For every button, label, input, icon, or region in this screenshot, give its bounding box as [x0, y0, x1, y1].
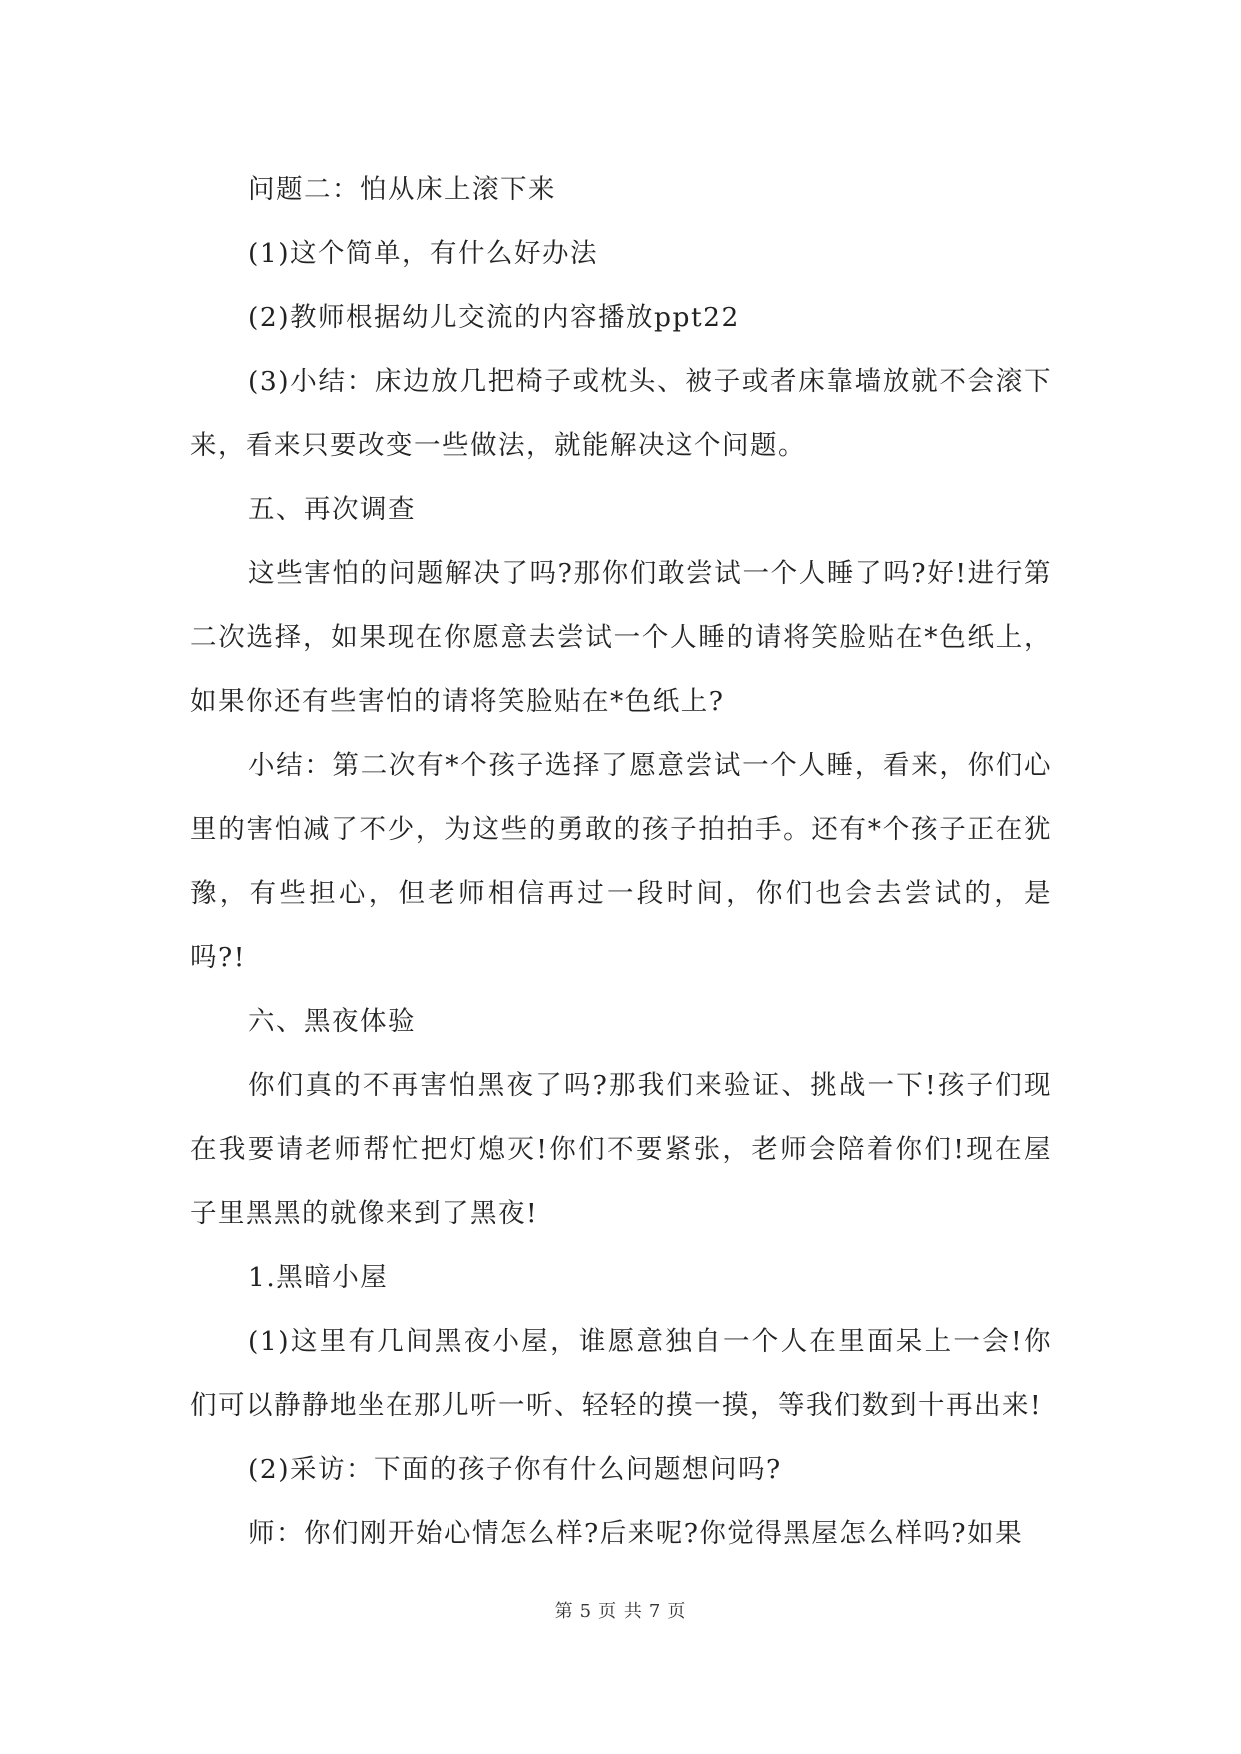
section-heading: 六、黑夜体验 [248, 1006, 416, 1037]
paragraph: (1)这里有几间黑夜小屋，谁愿意独自一个人在里面呆上一会!你们可以静静地坐在那儿听一听、轻轻的摸一摸，等我们数到十再出来! [190, 1326, 1052, 1421]
total-pages-number: 7 [648, 1601, 662, 1622]
current-page-number: 5 [579, 1601, 593, 1622]
footer-suffix: 页 [667, 1601, 687, 1622]
paragraph: (1)这个简单，有什么好办法 [248, 238, 599, 269]
page-footer [0, 1597, 1241, 1623]
paragraph: 这些害怕的问题解决了吗?那你们敢尝试一个人睡了吗?好!进行第二次选择，如果现在你愿意去尝试一个人睡的请将笑脸贴在*色纸上，如果你还有些害怕的请将笑脸贴在*色纸上? [190, 558, 1052, 717]
paragraph: 小结：第二次有*个孩子选择了愿意尝试一个人睡，看来，你们心里的害怕减了不少，为这些的勇敢的孩子拍拍手。还有*个孩子正在犹豫，有些担心，但老师相信再过一段时间，你们也会去尝试的，是吗?! [190, 750, 1052, 973]
section-heading: 五、再次调查 [248, 494, 416, 525]
footer-prefix: 第 [554, 1601, 574, 1622]
subsection-heading: 1.黑暗小屋 [248, 1262, 389, 1293]
paragraph: (2)教师根据幼儿交流的内容播放ppt22 [248, 302, 740, 333]
paragraph: (3)小结：床边放几把椅子或枕头、被子或者床靠墙放就不会滚下来，看来只要改变一些做法，就能解决这个问题。 [190, 366, 1052, 461]
footer-middle: 页 共 [598, 1601, 643, 1622]
paragraph: 你们真的不再害怕黑夜了吗?那我们来验证、挑战一下!孩子们现在我要请老师帮忙把灯熄灭!你们不要紧张，老师会陪着你们!现在屋子里黑黑的就像来到了黑夜! [190, 1070, 1052, 1229]
paragraph: 问题二：怕从床上滚下来 [248, 174, 556, 205]
paragraph: (2)采访：下面的孩子你有什么问题想问吗? [248, 1454, 782, 1485]
document-body [190, 158, 1052, 1566]
paragraph: 师：你们刚开始心情怎么样?后来呢?你觉得黑屋怎么样吗?如果 [248, 1518, 1024, 1549]
